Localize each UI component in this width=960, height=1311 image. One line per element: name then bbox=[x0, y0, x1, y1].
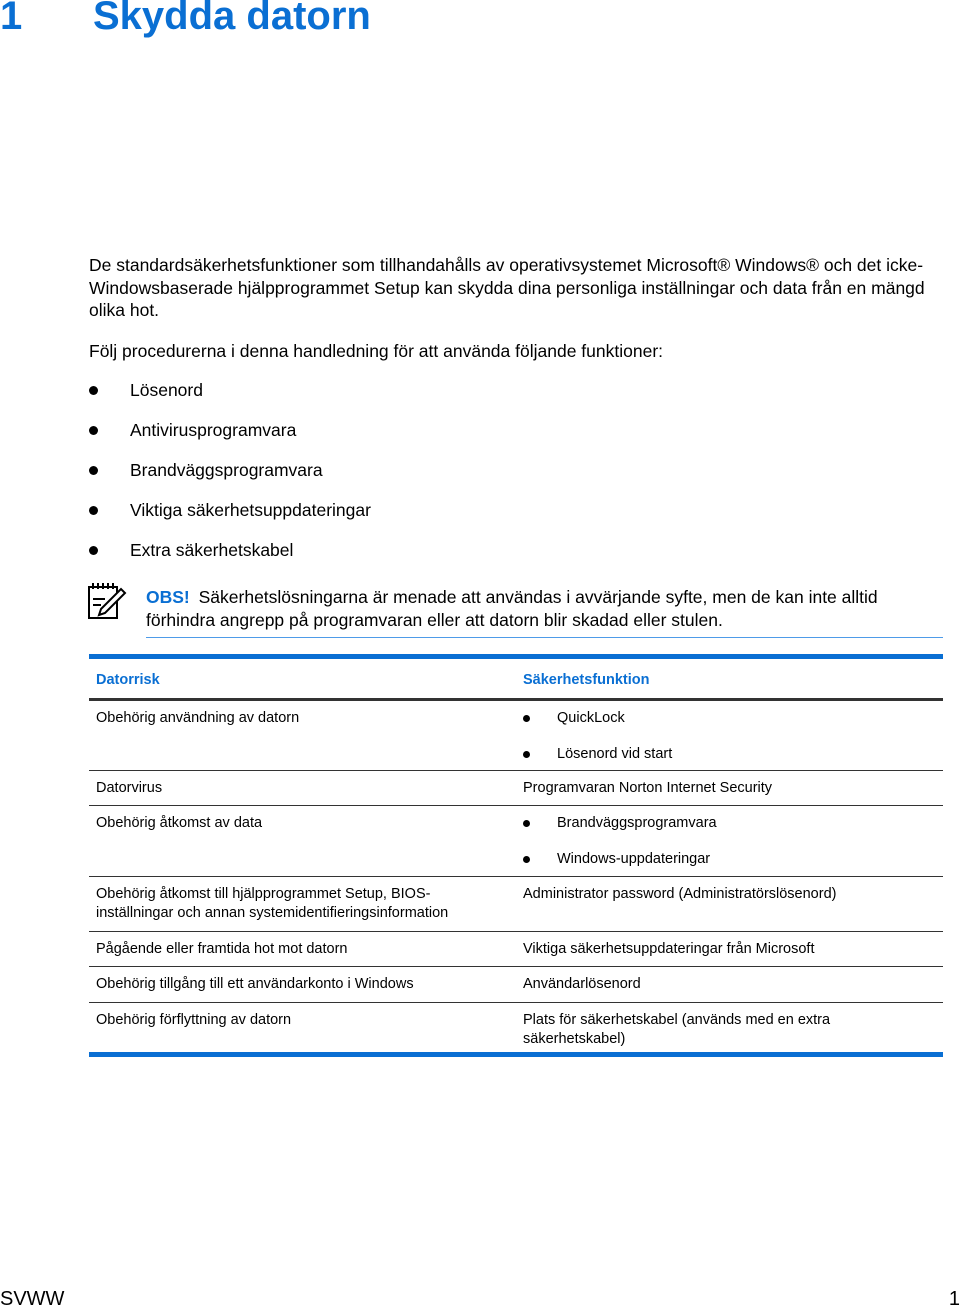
list-item: Lösenord vid start bbox=[523, 745, 960, 764]
note-label: OBS! bbox=[146, 587, 190, 607]
column-header-risk: Datorrisk bbox=[96, 672, 160, 688]
table-row: Datorvirus Programvaran Norton Internet Security bbox=[89, 771, 943, 806]
feature-list bbox=[89, 380, 371, 580]
intro-paragraph: De standardsäkerhetsfunktioner som tillhandahålls av operativsystemet Microsoft® Windows® och det icke-Windowsbaserade hjälpprogrammet Setup kan skydda dina personliga inställningar och data från en mängd olika hot. bbox=[89, 255, 925, 320]
bullet-icon bbox=[523, 715, 530, 722]
table-bottom-rule bbox=[89, 1052, 943, 1057]
bullet-icon bbox=[523, 820, 530, 827]
bullet-icon bbox=[523, 751, 530, 758]
bullet-icon bbox=[89, 506, 98, 515]
list-item: Windows-uppdateringar bbox=[523, 850, 960, 869]
list-item: Brandväggsprogramvara bbox=[89, 460, 371, 500]
table-header-row bbox=[89, 659, 943, 701]
footer-doc-code: SVWW bbox=[0, 1288, 65, 1310]
column-header-feature: Säkerhetsfunktion bbox=[523, 672, 650, 688]
bullet-icon bbox=[89, 546, 98, 555]
note-block bbox=[146, 586, 946, 632]
list-item: Antivirusprogramvara bbox=[89, 420, 371, 460]
bullet-icon bbox=[523, 856, 530, 863]
chapter-number: 1 bbox=[0, 0, 23, 38]
list-item: Brandväggsprogramvara bbox=[523, 814, 960, 833]
bullet-icon bbox=[89, 426, 98, 435]
table-row: Obehörig tillgång till ett användarkonto i Windows Användarlösenord bbox=[89, 967, 943, 1003]
chapter-title-text: Skydda datorn bbox=[93, 0, 371, 38]
list-item: QuickLock bbox=[523, 709, 960, 728]
list-item: Viktiga säkerhetsuppdateringar bbox=[89, 500, 371, 540]
table-row: Obehörig användning av datorn QuickLock Lösenord vid start bbox=[89, 701, 943, 771]
page-number: 1 bbox=[948, 1288, 960, 1310]
note-text-1: Säkerhetslösningarna är menade att användas i avvärjande syfte, men de kan inte alltid bbox=[198, 587, 878, 607]
chapter-title bbox=[0, 0, 371, 39]
note-pencil-icon bbox=[87, 581, 127, 621]
table-row: Pågående eller framtida hot mot datorn Viktiga säkerhetsuppdateringar från Microsoft bbox=[89, 932, 943, 967]
note-divider bbox=[146, 637, 943, 638]
table-row: Obehörig åtkomst av data Brandväggsprogramvara Windows-uppdateringar bbox=[89, 806, 943, 877]
table-row: Obehörig förflyttning av datorn Plats för säkerhetskabel (används med en extra säkerhetskabel) bbox=[96, 1012, 831, 1047]
bullet-icon bbox=[89, 386, 98, 395]
bullet-icon bbox=[89, 466, 98, 475]
lead-paragraph: Följ procedurerna i denna handledning för att använda följande funktioner: bbox=[89, 341, 664, 361]
table-row: Obehörig åtkomst till hjälpprogrammet Setup, BIOS- inställningar och annan systemidentifieringsinformation Administrator password (Administratörslösenord) bbox=[89, 877, 943, 932]
list-item: Extra säkerhetskabel bbox=[89, 540, 371, 580]
risk-table bbox=[89, 654, 943, 1057]
list-item: Lösenord bbox=[89, 380, 371, 420]
note-text-2: förhindra angrepp på programvaran eller att datorn blir skadad eller stulen. bbox=[146, 610, 723, 630]
